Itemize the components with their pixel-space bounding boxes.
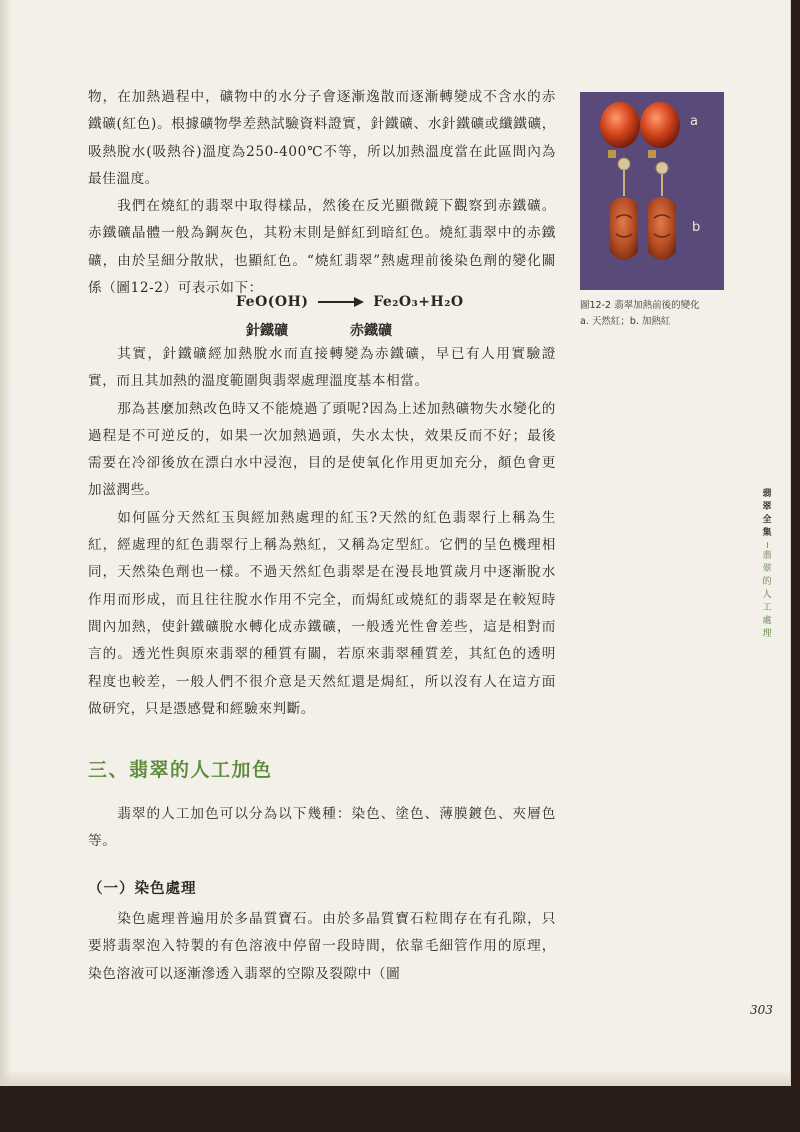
- side-tab-chapter-1: 翡: [762, 551, 772, 561]
- paragraph-2: 我們在燒紅的翡翠中取得樣品，然後在反光顯微鏡下觀察到赤鐵礦。赤鐵礦晶體一般為鋼灰色，其粉末則是鮮紅到暗紅色。燒紅翡翠中的赤鐵礦，由於呈細分散狀，也顯紅色。“燒紅翡翠”熱處理前後染色劑的變化關係（圖12-2）可表示如下：: [88, 198, 556, 297]
- side-tab-divider: [767, 542, 768, 548]
- figure-label-b: b: [692, 220, 701, 235]
- sub-section-text: 染色處理普遍用於多晶質寶石。由於多晶質寶石粒間存在有孔隙，只要將翡翠泡入特製的有色溶液中停留一段時間，依靠毛細管作用的原理，染色溶液可以逐漸滲透入翡翠的空隙及裂隙中（圖: [88, 911, 556, 982]
- text-block-top: [88, 84, 556, 302]
- side-tab-chapter-3: 的: [762, 577, 772, 587]
- chemical-formula: [236, 294, 464, 310]
- cabochon-left: [600, 102, 640, 148]
- earrings-illustration: [580, 92, 724, 290]
- paragraph-1: 物，在加熱過程中，礦物中的水分子會逐漸逸散而逐漸轉變成不含水的赤鐵礦(紅色)。根據礦物學差熱試驗資料證實，針鐵礦、水針鐵礦或纖鐵礦，吸熱脫水(吸熱谷)溫度為250-400℃不等，所以加熱溫度當在此區間內為最佳溫度。: [88, 89, 556, 187]
- side-tab-chapter-7: 理: [762, 629, 772, 639]
- formula-left-label: 針鐵礦: [246, 323, 288, 339]
- side-tab-series-2: 翠: [762, 502, 772, 512]
- side-tab: [760, 488, 774, 641]
- page-number: 303: [750, 1003, 773, 1017]
- caption-line-2: a. 天然紅；b. 加熱紅: [580, 316, 671, 327]
- page-gutter-shadow: [0, 0, 12, 1086]
- caption-line-1: 圖12-2 翡翠加熱前後的變化: [580, 300, 700, 311]
- formula-right: Fe₂O₃+H₂O: [373, 294, 464, 310]
- paragraph-4: 那為甚麼加熱改色時又不能燒過了頭呢?因為上述加熱礦物失水變化的過程是不可逆反的，如果一次加熱過頭，失水太快，效果反而不好；最後需要在冷卻後放在漂白水中浸泡，目的是使氧化作用更加充分，顏色會更加滋潤些。: [88, 400, 556, 499]
- jade-earrings-photo: [580, 92, 724, 290]
- section-intro: 翡翠的人工加色可以分為以下幾種：染色、塗色、薄膜鍍色、夾層色等。: [88, 806, 556, 850]
- text-block-sub: [88, 906, 556, 988]
- side-tab-chapter-2: 翠: [762, 564, 772, 574]
- side-tab-chapter-4: 人: [762, 590, 772, 600]
- formula-left: FeO(OH): [236, 294, 309, 310]
- text-block-intro: [88, 801, 556, 856]
- figure-label-a: a: [690, 114, 698, 129]
- carving-right: [648, 197, 676, 260]
- reaction-arrow-icon: [318, 297, 364, 307]
- carving-left: [610, 197, 638, 260]
- page-bottom-edge: [0, 1070, 790, 1086]
- side-tab-series-4: 集: [762, 528, 772, 538]
- formula-right-label: 赤鐵礦: [350, 323, 392, 339]
- side-tab-chapter-6: 處: [762, 616, 772, 626]
- sub-section-title: （一）染色處理: [88, 880, 197, 897]
- cabochon-right: [640, 102, 680, 148]
- section-title: 三、翡翠的人工加色: [88, 759, 273, 781]
- side-tab-series-3: 全: [762, 515, 772, 525]
- figure-caption: [580, 298, 730, 330]
- text-block-mid: [88, 341, 556, 723]
- side-tab-chapter-5: 工: [762, 603, 772, 613]
- paragraph-3: 其實，針鐵礦經加熱脫水而直接轉變為赤鐵礦，早已有人用實驗證實，而且其加熱的溫度範圍與翡翠處理溫度基本相當。: [88, 346, 556, 390]
- side-tab-series-1: 翡: [762, 489, 772, 499]
- paragraph-5: 如何區分天然紅玉與經加熱處理的紅玉?天然的紅色翡翠行上稱為生紅，經處理的紅色翡翠行上稱為熟紅，又稱為定型紅。它們的呈色機理相同，天然染色劑也一樣。不過天然紅色翡翠是在漫長地質歲月中逐漸脫水作用而形成，而且往往脫水作用不完全，而焗紅或燒紅的翡翠是在較短時間內加熱，使針鐵礦脫水轉化成赤鐵礦，一般透光性會差些，這是相對而言的。透光性與原來翡翠的種質有關，若原來翡翠種質差，其紅色的透明程度也較差，一般人們不很介意是天然紅還是焗紅，所以沒有人在這方面做研究，只是憑感覺和經驗來判斷。: [88, 509, 556, 717]
